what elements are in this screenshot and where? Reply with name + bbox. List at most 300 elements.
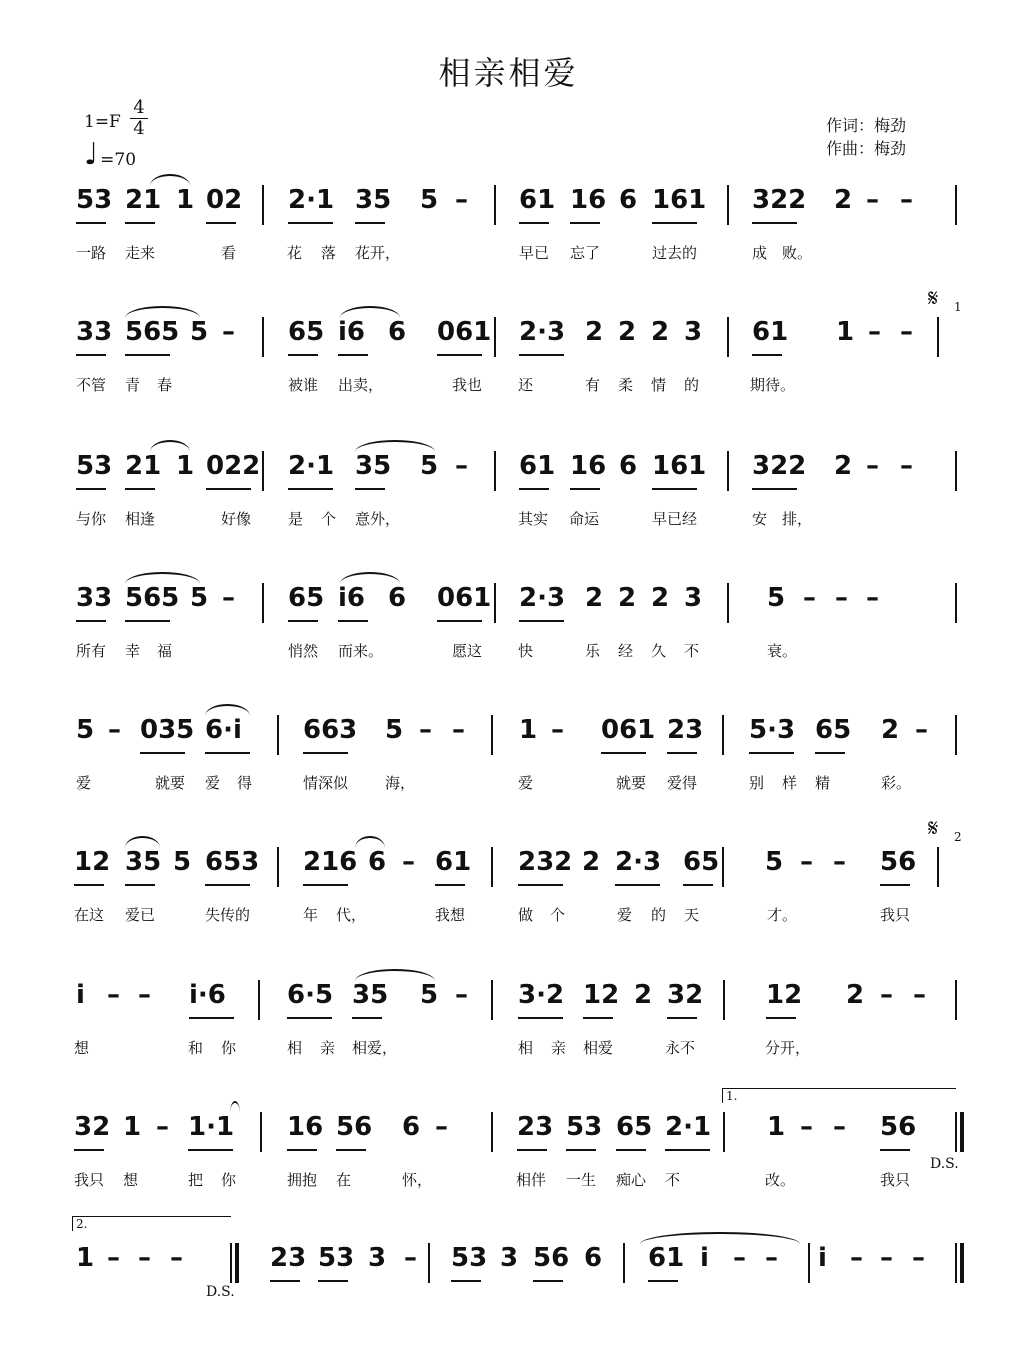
dash-extension: – bbox=[455, 451, 468, 481]
slur bbox=[355, 836, 385, 848]
note-group: 12 bbox=[74, 847, 111, 877]
eighth-beam bbox=[206, 488, 251, 490]
note-group: 56 bbox=[880, 847, 917, 877]
note-group: 2 bbox=[834, 185, 853, 215]
double-barline bbox=[955, 1112, 957, 1152]
eighth-beam bbox=[125, 488, 155, 490]
lyric-syllable: 其实 bbox=[518, 510, 549, 528]
double-barline-thick bbox=[960, 1243, 964, 1283]
note-group: 5 bbox=[190, 583, 209, 613]
note-group: 1 bbox=[176, 451, 195, 481]
eighth-beam bbox=[76, 488, 106, 490]
note-group: 653 bbox=[205, 847, 260, 877]
note-group: 2·3 bbox=[615, 847, 662, 877]
note-group: 56 bbox=[336, 1112, 373, 1142]
dash-extension: – bbox=[833, 847, 846, 877]
dash-extension: – bbox=[866, 185, 879, 215]
note-group: 1 bbox=[519, 715, 538, 745]
lyric-syllable: 别 bbox=[749, 774, 765, 792]
dash-extension: – bbox=[138, 980, 151, 1010]
note-group: i6 bbox=[338, 583, 366, 613]
lyric-syllable: 败。 bbox=[782, 244, 813, 262]
dash-extension: – bbox=[912, 1243, 925, 1273]
dash-extension: – bbox=[222, 317, 235, 347]
dash-extension: – bbox=[900, 185, 913, 215]
lyric-syllable: 个 bbox=[321, 510, 337, 528]
note-group: 21 bbox=[125, 185, 162, 215]
lyric-syllable: 彩。 bbox=[881, 774, 912, 792]
eighth-beam bbox=[205, 884, 250, 886]
dash-extension: – bbox=[866, 583, 879, 613]
eighth-beam bbox=[125, 620, 170, 622]
eighth-beam bbox=[355, 488, 385, 490]
note-group: 3 bbox=[500, 1243, 519, 1273]
eighth-beam bbox=[615, 884, 660, 886]
dash-extension: – bbox=[913, 980, 926, 1010]
note-group: 3 bbox=[684, 317, 703, 347]
note-group: 061 bbox=[437, 317, 492, 347]
lyric-syllable: 落 bbox=[321, 244, 337, 262]
dash-extension: – bbox=[900, 317, 913, 347]
note-group: 35 bbox=[352, 980, 389, 1010]
lyric-syllable: 我也 bbox=[452, 376, 483, 394]
lyric-syllable: 福 bbox=[157, 642, 173, 660]
note-group: 2 bbox=[846, 980, 865, 1010]
staff-line-4 bbox=[0, 578, 1017, 693]
lyric-syllable: 还 bbox=[518, 376, 534, 394]
eighth-beam bbox=[519, 222, 549, 224]
eighth-beam bbox=[683, 884, 713, 886]
double-barline bbox=[955, 1243, 957, 1283]
eighth-beam bbox=[766, 1017, 796, 1019]
barline bbox=[727, 583, 729, 623]
lyric-syllable: 命运 bbox=[569, 510, 600, 528]
eighth-beam bbox=[189, 1017, 234, 1019]
eighth-beam bbox=[270, 1280, 300, 1282]
note-group: 33 bbox=[76, 317, 113, 347]
staff-line-3 bbox=[0, 446, 1017, 561]
note-group: 5 bbox=[767, 583, 786, 613]
note-group: 1 bbox=[836, 317, 855, 347]
lyric-syllable: 亲 bbox=[551, 1039, 567, 1057]
note-group: 16 bbox=[570, 185, 607, 215]
note-group: 161 bbox=[652, 185, 707, 215]
staff-line-8 bbox=[0, 1107, 1017, 1222]
lyric-syllable: 期待。 bbox=[750, 376, 796, 394]
dash-extension: – bbox=[435, 1112, 448, 1142]
eighth-beam bbox=[815, 752, 845, 754]
note-group: 35 bbox=[355, 185, 392, 215]
note-group: 32 bbox=[667, 980, 704, 1010]
note-group: 022 bbox=[206, 451, 261, 481]
note-group: 35 bbox=[125, 847, 162, 877]
barline bbox=[955, 583, 957, 623]
slur bbox=[230, 1101, 240, 1113]
eighth-beam bbox=[652, 488, 697, 490]
note-group: 65 bbox=[288, 317, 325, 347]
lyric-syllable: 成 bbox=[752, 244, 768, 262]
lyric-syllable: 个 bbox=[550, 906, 566, 924]
note-group: 2·1 bbox=[288, 451, 335, 481]
lyric-syllable: 精 bbox=[815, 774, 831, 792]
eighth-beam bbox=[205, 752, 250, 754]
barline bbox=[260, 1112, 262, 1152]
barline bbox=[937, 847, 939, 887]
slur bbox=[355, 440, 435, 452]
lyric-syllable: 天 bbox=[684, 906, 700, 924]
eighth-beam bbox=[583, 1017, 613, 1019]
note-group: 161 bbox=[652, 451, 707, 481]
dash-extension: – bbox=[733, 1243, 746, 1273]
composer-credit: 作曲：梅劲 bbox=[826, 139, 907, 158]
note-group: i bbox=[76, 980, 85, 1010]
lyric-syllable: 情深似 bbox=[303, 774, 349, 792]
note-group: 3 bbox=[368, 1243, 387, 1273]
dash-extension: – bbox=[138, 1243, 151, 1273]
lyric-syllable: 我想 bbox=[435, 906, 466, 924]
barline bbox=[494, 185, 496, 225]
lyric-syllable: 爱 bbox=[76, 774, 92, 792]
slur bbox=[150, 174, 190, 186]
note-group: i bbox=[700, 1243, 709, 1273]
eighth-beam bbox=[188, 1149, 233, 1151]
eighth-beam bbox=[288, 620, 318, 622]
dash-extension: – bbox=[419, 715, 432, 745]
slur bbox=[340, 572, 400, 584]
lyric-syllable: 早已经 bbox=[652, 510, 698, 528]
note-group: 6·i bbox=[205, 715, 242, 745]
lyric-syllable: 意外， bbox=[355, 510, 401, 528]
lyric-syllable: 过去的 bbox=[652, 244, 698, 262]
staff-line-7 bbox=[0, 975, 1017, 1090]
note-group: 61 bbox=[519, 185, 556, 215]
lyric-syllable: 就要 bbox=[616, 774, 647, 792]
note-group: 5·3 bbox=[749, 715, 796, 745]
barline bbox=[428, 1243, 430, 1283]
lyric-syllable: 海， bbox=[385, 774, 416, 792]
lyric-syllable: 衰。 bbox=[767, 642, 798, 660]
note-group: 1 bbox=[176, 185, 195, 215]
note-group: 2 bbox=[651, 317, 670, 347]
lyric-syllable: 情 bbox=[651, 376, 667, 394]
barline bbox=[937, 317, 939, 357]
lyric-syllable: 柔 bbox=[618, 376, 634, 394]
dash-extension: – bbox=[452, 715, 465, 745]
dash-extension: – bbox=[222, 583, 235, 613]
note-group: 12 bbox=[766, 980, 803, 1010]
note-group: 2 bbox=[651, 583, 670, 613]
lyric-syllable: 青 bbox=[125, 376, 141, 394]
note-group: 5 bbox=[190, 317, 209, 347]
lyric-syllable: 永不 bbox=[665, 1039, 696, 1057]
note-group: 65 bbox=[683, 847, 720, 877]
barline bbox=[723, 980, 725, 1020]
lyric-syllable: 相伴 bbox=[516, 1171, 547, 1189]
note-group: 33 bbox=[76, 583, 113, 613]
eighth-beam bbox=[437, 620, 482, 622]
eighth-beam bbox=[318, 1280, 348, 1282]
note-group: 322 bbox=[752, 451, 807, 481]
volta-2: 2. bbox=[72, 1216, 231, 1231]
eighth-beam bbox=[880, 1149, 910, 1151]
eighth-beam bbox=[667, 752, 697, 754]
lyric-syllable: 爱 bbox=[518, 774, 534, 792]
lyric-syllable: 才。 bbox=[767, 906, 798, 924]
eighth-beam bbox=[518, 884, 563, 886]
dash-extension: – bbox=[803, 583, 816, 613]
barline bbox=[262, 451, 264, 491]
eighth-beam bbox=[76, 222, 106, 224]
lyricist-credit: 作词：梅劲 bbox=[826, 116, 907, 135]
dash-extension: – bbox=[107, 1243, 120, 1273]
lyric-syllable: 乐 bbox=[585, 642, 601, 660]
eighth-beam bbox=[519, 354, 564, 356]
note-group: 2 bbox=[618, 583, 637, 613]
note-group: i bbox=[818, 1243, 827, 1273]
note-group: 061 bbox=[437, 583, 492, 613]
note-group: 61 bbox=[752, 317, 789, 347]
lyric-syllable: 悄然 bbox=[288, 642, 319, 660]
note-group: i·6 bbox=[189, 980, 226, 1010]
dash-extension: – bbox=[107, 980, 120, 1010]
note-group: 5 bbox=[765, 847, 784, 877]
barline bbox=[955, 185, 957, 225]
volta-1: 1. bbox=[722, 1088, 956, 1103]
note-group: 5 bbox=[76, 715, 95, 745]
barline bbox=[494, 451, 496, 491]
lyric-syllable: 看 bbox=[221, 244, 237, 262]
barline bbox=[723, 1112, 725, 1152]
note-group: 322 bbox=[752, 185, 807, 215]
lyric-syllable: 在这 bbox=[74, 906, 105, 924]
lyric-syllable: 经 bbox=[618, 642, 634, 660]
note-group: 56 bbox=[880, 1112, 917, 1142]
lyric-syllable: 爱得 bbox=[667, 774, 698, 792]
note-group: i6 bbox=[338, 317, 366, 347]
lyric-syllable: 得 bbox=[237, 774, 253, 792]
eighth-beam bbox=[338, 620, 368, 622]
eighth-beam bbox=[355, 222, 385, 224]
note-group: 61 bbox=[435, 847, 472, 877]
note-group: 1·1 bbox=[188, 1112, 235, 1142]
eighth-beam bbox=[752, 354, 782, 356]
note-group: 2 bbox=[585, 583, 604, 613]
lyric-syllable: 做 bbox=[518, 906, 534, 924]
lyric-syllable: 在 bbox=[336, 1171, 352, 1189]
barline bbox=[262, 185, 264, 225]
lyric-syllable: 你 bbox=[221, 1171, 237, 1189]
lyric-syllable: 分开， bbox=[765, 1039, 811, 1057]
staff-line-9 bbox=[0, 1238, 1017, 1353]
barline bbox=[277, 847, 279, 887]
note-group: 6 bbox=[388, 317, 407, 347]
dash-extension: – bbox=[156, 1112, 169, 1142]
eighth-beam bbox=[570, 222, 600, 224]
note-group: 65 bbox=[288, 583, 325, 613]
barline bbox=[722, 715, 724, 755]
lyric-syllable: 相爱， bbox=[352, 1039, 398, 1057]
note-group: 565 bbox=[125, 317, 180, 347]
barline bbox=[623, 1243, 625, 1283]
dash-extension: – bbox=[866, 451, 879, 481]
eighth-beam bbox=[287, 1149, 317, 1151]
note-group: 53 bbox=[451, 1243, 488, 1273]
staff-line-6 bbox=[0, 842, 1017, 957]
note-group: 216 bbox=[303, 847, 358, 877]
note-group: 5 bbox=[420, 451, 439, 481]
eighth-beam bbox=[140, 752, 185, 754]
note-group: 02 bbox=[206, 185, 243, 215]
note-group: 21 bbox=[125, 451, 162, 481]
dash-extension: – bbox=[765, 1243, 778, 1273]
eighth-beam bbox=[648, 1280, 678, 1282]
note-group: 23 bbox=[517, 1112, 554, 1142]
time-signature bbox=[130, 98, 148, 139]
note-group: 5 bbox=[173, 847, 192, 877]
eighth-beam bbox=[519, 620, 564, 622]
eighth-beam bbox=[338, 354, 368, 356]
lyric-syllable: 而来。 bbox=[338, 642, 384, 660]
lyric-syllable: 相逢 bbox=[125, 510, 156, 528]
lyric-syllable: 和 bbox=[188, 1039, 204, 1057]
note-group: 663 bbox=[303, 715, 358, 745]
note-group: 3 bbox=[684, 583, 703, 613]
slur bbox=[640, 1232, 800, 1244]
lyric-syllable: 的 bbox=[651, 906, 667, 924]
barline bbox=[491, 980, 493, 1020]
dash-extension: – bbox=[800, 847, 813, 877]
eighth-beam bbox=[76, 620, 106, 622]
eighth-beam bbox=[206, 222, 236, 224]
barline bbox=[277, 715, 279, 755]
tempo-value: =70 bbox=[100, 150, 137, 170]
eighth-beam bbox=[519, 488, 549, 490]
eighth-beam bbox=[667, 1017, 697, 1019]
note-group: 061 bbox=[601, 715, 656, 745]
lyric-syllable: 我只 bbox=[74, 1171, 105, 1189]
note-group: 1 bbox=[123, 1112, 142, 1142]
eighth-beam bbox=[665, 1149, 710, 1151]
slur bbox=[125, 836, 160, 848]
lyric-syllable: 不管 bbox=[76, 376, 107, 394]
lyric-syllable: 不 bbox=[665, 1171, 681, 1189]
lyric-syllable: 被谁 bbox=[288, 376, 319, 394]
note-group: 65 bbox=[815, 715, 852, 745]
slur bbox=[355, 969, 435, 981]
note-group: 61 bbox=[648, 1243, 685, 1273]
eighth-beam bbox=[288, 222, 333, 224]
barline bbox=[262, 317, 264, 357]
note-group: 6 bbox=[402, 1112, 421, 1142]
eighth-beam bbox=[76, 354, 106, 356]
eighth-beam bbox=[125, 884, 155, 886]
lyric-syllable: 与你 bbox=[76, 510, 107, 528]
eighth-beam bbox=[336, 1149, 366, 1151]
lyric-syllable: 你 bbox=[221, 1039, 237, 1057]
note-group: 65 bbox=[616, 1112, 653, 1142]
eighth-beam bbox=[352, 1017, 382, 1019]
lyric-syllable: 相 bbox=[518, 1039, 534, 1057]
lyric-syllable: 快 bbox=[518, 642, 534, 660]
eighth-beam bbox=[287, 1017, 332, 1019]
eighth-beam bbox=[288, 354, 318, 356]
eighth-beam bbox=[125, 222, 155, 224]
note-group: 1 bbox=[76, 1243, 95, 1273]
lyric-syllable: 花开， bbox=[355, 244, 401, 262]
lyric-syllable: 早已 bbox=[519, 244, 550, 262]
note-group: 5 bbox=[420, 185, 439, 215]
lyric-syllable: 有 bbox=[585, 376, 601, 394]
staff-line-5 bbox=[0, 710, 1017, 825]
dash-extension: – bbox=[835, 583, 848, 613]
note-group: 2 bbox=[582, 847, 601, 877]
note-group: 6·5 bbox=[287, 980, 334, 1010]
barline bbox=[494, 583, 496, 623]
time-sig-numerator: 4 bbox=[133, 97, 145, 118]
barline bbox=[262, 583, 264, 623]
double-barline-thick bbox=[235, 1243, 239, 1283]
dash-extension: – bbox=[402, 847, 415, 877]
lyric-syllable: 相爱 bbox=[583, 1039, 614, 1057]
barline bbox=[491, 847, 493, 887]
lyric-syllable: 幸 bbox=[125, 642, 141, 660]
dash-extension: – bbox=[880, 1243, 893, 1273]
note-group: 2·3 bbox=[519, 317, 566, 347]
barline bbox=[491, 1112, 493, 1152]
barline bbox=[727, 451, 729, 491]
note-group: 5 bbox=[420, 980, 439, 1010]
dash-extension: – bbox=[455, 185, 468, 215]
time-sig-denominator: 4 bbox=[133, 118, 145, 139]
note-group: 565 bbox=[125, 583, 180, 613]
credits bbox=[826, 114, 906, 160]
note-group: 53 bbox=[76, 451, 113, 481]
eighth-beam bbox=[125, 354, 170, 356]
key-signature: 1=F bbox=[84, 112, 121, 132]
dash-extension: – bbox=[800, 1112, 813, 1142]
note-group: 23 bbox=[270, 1243, 307, 1273]
barline bbox=[955, 451, 957, 491]
eighth-beam bbox=[533, 1280, 563, 1282]
note-group: 53 bbox=[566, 1112, 603, 1142]
eighth-beam bbox=[566, 1149, 596, 1151]
note-group: 2·1 bbox=[288, 185, 335, 215]
lyric-syllable: 拥抱 bbox=[287, 1171, 318, 1189]
dash-extension: – bbox=[850, 1243, 863, 1273]
note-group: 2 bbox=[585, 317, 604, 347]
eighth-beam bbox=[435, 884, 465, 886]
barline bbox=[955, 715, 957, 755]
lyric-syllable: 一路 bbox=[76, 244, 107, 262]
barline bbox=[494, 317, 496, 357]
eighth-beam bbox=[517, 1149, 547, 1151]
lyric-syllable: 失传的 bbox=[205, 906, 251, 924]
lyric-syllable: 样 bbox=[782, 774, 798, 792]
note-group: 56 bbox=[533, 1243, 570, 1273]
dash-extension: – bbox=[880, 980, 893, 1010]
segno-number: 1 bbox=[954, 300, 962, 314]
dash-extension: – bbox=[551, 715, 564, 745]
staff-line-2 bbox=[0, 312, 1017, 427]
lyric-syllable: 愿这 bbox=[452, 642, 483, 660]
note-group: 5 bbox=[385, 715, 404, 745]
note-group: 2·3 bbox=[519, 583, 566, 613]
lyric-syllable: 想 bbox=[74, 1039, 90, 1057]
lyric-syllable: 爱 bbox=[205, 774, 221, 792]
segno-icon: 𝄋 bbox=[928, 814, 939, 842]
lyric-syllable: 我只 bbox=[880, 906, 911, 924]
eighth-beam bbox=[749, 752, 794, 754]
